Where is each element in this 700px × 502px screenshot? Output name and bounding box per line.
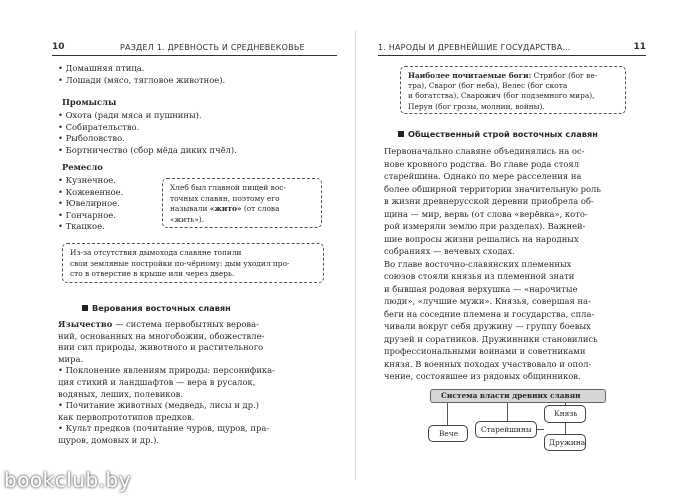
paragraph-line: собраниях — вечевых сходах.	[384, 246, 515, 256]
paragraph-line: более обширной территории значительную роль	[384, 183, 601, 194]
paragraph-line: Язычество — система первобытных верова-	[58, 319, 259, 329]
paragraph-line: профессиональными воинами и советниками	[384, 346, 586, 356]
list-item: • Рыболовство.	[58, 133, 125, 143]
crafts-heading: Промыслы	[62, 97, 117, 107]
left-running-title: РАЗДЕЛ 1. ДРЕВНОСТЬ И СРЕДНЕВЕКОВЬЕ	[120, 43, 305, 52]
paragraph-line: • Поклонение явлениям природы: персонифика-	[58, 365, 275, 376]
note-line: Наиболее почитаемые боги: Стрибог (бог ве-	[408, 71, 598, 80]
paragraph-line: • Культ предков (почитание чуров, щуров, пра-	[58, 423, 270, 434]
right-page-header	[378, 40, 646, 56]
section-square-icon	[398, 131, 404, 137]
note-line: Из-за отсутствия дымохода славяне топили	[70, 248, 242, 257]
paragraph-line: • Почитание животных (медведь, лисы и др.)	[58, 400, 260, 411]
diagram-connector	[565, 423, 566, 434]
diagram-title: Система власти древних славян	[441, 391, 581, 400]
list-item: • Кожевенное.	[58, 186, 124, 197]
diagram-node-elders: Старейшины	[475, 421, 537, 438]
paragraph-line: в жизни древнерусской деревни приобрела об-	[384, 196, 594, 206]
paragraph-line: щуров, домовых и др.).	[58, 435, 160, 445]
paragraph-line: старейшина. Однако по мере расселения на	[384, 171, 582, 181]
section-square-icon	[82, 305, 88, 311]
left-page-number: 10	[52, 42, 65, 52]
paragraph-line: чение, состоявшее из рядовых общинников.	[384, 371, 581, 381]
paragraph-line: нове кровного родства. Во главе рода стоял	[384, 158, 580, 169]
diagram-node-druzhina: Дружина	[544, 434, 586, 451]
paragraph-line: люди», «лучшие мужи». Князья, совершая на-	[384, 296, 591, 306]
note-line: Перун (бог грозы, молнии, войны).	[408, 101, 545, 111]
list-item: • Гончарное.	[58, 209, 116, 220]
watermark: bookclub.by	[4, 468, 132, 492]
note-line: свои земляные постройки по-чёрному: дым уходил про-	[70, 258, 290, 268]
paragraph-line: шие вопросы жизни решались на народных	[384, 233, 579, 244]
list-item: • Собирательство.	[58, 121, 140, 132]
paragraph-line: ция стихий и ландшафтов — вера в русалок,	[58, 377, 256, 387]
paragraph-line: друзей и соратников. Дружинники становились	[384, 333, 598, 344]
list-item: • Домашняя птица.	[58, 63, 145, 73]
note-line: сто в отверстие в крыше или через дверь.	[70, 269, 235, 278]
note-line: тра), Сварог (бог неба), Велес (бог скота	[408, 81, 568, 91]
diagram-connector	[447, 403, 448, 425]
right-running-title: 1. НАРОДЫ И ДРЕВНЕЙШИЕ ГОСУДАРСТВА…	[378, 43, 571, 52]
note-line: называли «жито» (от слова	[170, 204, 280, 213]
diagram-connector	[537, 429, 544, 430]
paragraph-line: беги на соседние племена и государства, спла-	[384, 308, 595, 319]
list-item: • Лошади (мясо, тягловое животное).	[58, 74, 226, 85]
right-page-number: 11	[633, 42, 646, 52]
note-line: Хлеб был главной пищей вос-	[170, 183, 286, 192]
paragraph-line: Первоначально славяне объединялись на ос-	[384, 146, 585, 156]
paragraph-line: рой измеряли землю при разделах). Важней-	[384, 221, 586, 231]
paragraph-line: чивали вокруг себя дружину — группу боевых	[384, 321, 591, 331]
note-line: «жить»).	[170, 214, 205, 224]
diagram-node-veche: Вече	[428, 425, 468, 442]
list-item: • Ткацкое.	[58, 221, 105, 231]
social-heading: Общественный строй восточных славян	[398, 129, 598, 140]
paragraph-line: ний, основанных на многобожии, обожествле-	[58, 330, 265, 341]
paragraph-line: союзов стояли князья из племенной знати	[384, 271, 575, 281]
list-item: • Кузнечное.	[58, 175, 116, 185]
paragraph-line: нии сил природы, животного и растительного	[58, 342, 264, 353]
paragraph-line: князя. В военных походах участвовало и опол-	[384, 358, 592, 369]
paragraph-line: Во главе восточно-славянских племенных	[384, 258, 572, 269]
list-item: • Бортничество (сбор мёда диких пчёл).	[58, 144, 237, 155]
note-line: точных славян, поэтому его	[170, 193, 280, 203]
paragraph-line: и бывшая родовая верхушка — «нарочитые	[384, 283, 578, 294]
note-line: и богатства), Сварожич (бог подземного мира),	[408, 91, 595, 101]
diagram-node-prince: Князь	[544, 405, 586, 423]
paragraph-line: щина — мир, вервь (от слова «верёвка», кото-	[384, 208, 588, 219]
list-item: • Охота (ради мяса и пушнины).	[58, 110, 202, 120]
list-item: • Ювелирное.	[58, 198, 120, 208]
beliefs-heading: Верования восточных славян	[82, 303, 231, 314]
page-spine	[355, 30, 356, 480]
paragraph-line: мира.	[58, 353, 84, 364]
diagram-connector	[507, 403, 508, 421]
paragraph-line: как первопрототипов предков.	[58, 411, 195, 422]
trades-heading: Ремесло	[62, 162, 103, 172]
paragraph-line: водяных, леших, полевиков.	[58, 388, 184, 399]
